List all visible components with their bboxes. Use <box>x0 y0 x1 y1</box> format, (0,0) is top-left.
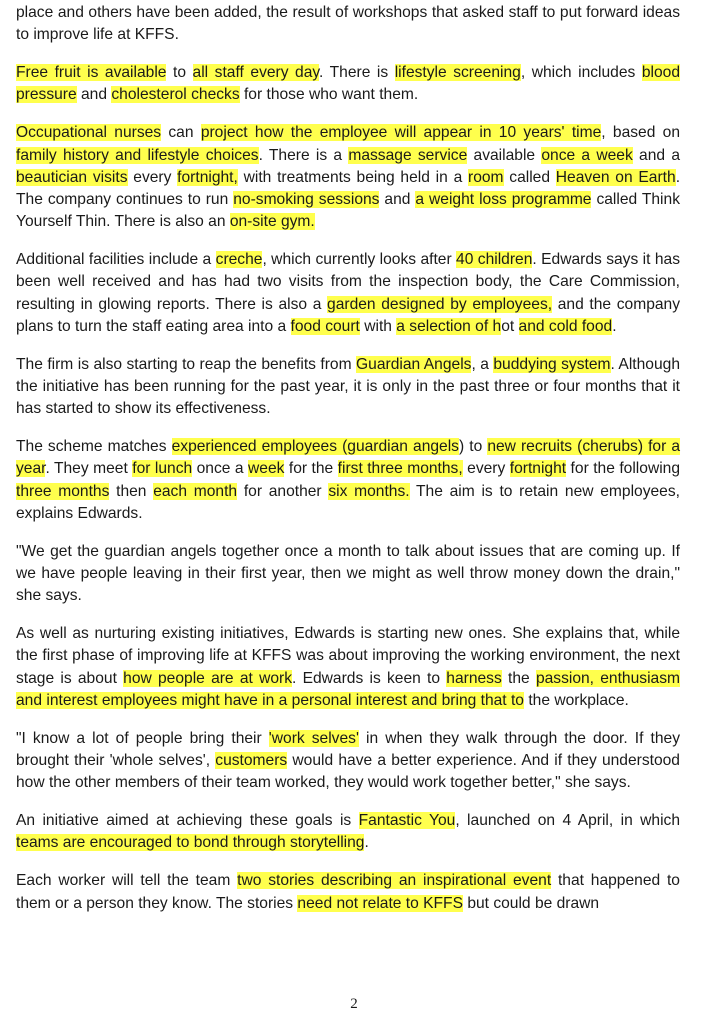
text-segment: . <box>364 834 369 852</box>
highlighted-text: fortnight, <box>177 168 238 186</box>
text-segment: and a <box>632 146 680 164</box>
highlighted-text: and cold food <box>518 317 613 335</box>
text-segment: but could be drawn <box>462 894 600 912</box>
text-segment: and <box>76 86 112 104</box>
text-segment: every <box>462 460 510 478</box>
text-segment: available <box>467 146 542 164</box>
text-segment: that happened to them or a person they know. The stories <box>16 872 680 912</box>
highlighted-text: six months. <box>328 482 410 500</box>
text-segment: and <box>379 191 416 209</box>
paragraph <box>16 62 680 106</box>
text-segment: The aim is to retain new employees, explains Edwards. <box>16 482 680 522</box>
paragraph <box>16 870 680 914</box>
text-segment: . They meet <box>45 460 133 478</box>
text-segment: An initiative aimed at achieving these goals is <box>16 812 359 830</box>
text-segment: and the company plans to turn the staff eating area into a <box>16 295 681 335</box>
text-segment: ) to <box>458 438 488 456</box>
text-segment: called <box>503 168 556 186</box>
highlighted-text: food court <box>290 317 360 335</box>
highlighted-text: first three months, <box>337 460 463 478</box>
text-segment: can <box>161 124 201 142</box>
highlighted-text: blood pressure <box>16 64 681 104</box>
text-segment: for those who want them. <box>239 86 419 104</box>
text-segment: the <box>501 669 536 687</box>
highlighted-text: creche <box>215 251 263 269</box>
highlighted-text: once a week <box>541 146 633 164</box>
text-segment: . There is a <box>258 146 349 164</box>
text-segment: , a <box>471 355 494 373</box>
highlighted-text: beautician visits <box>16 168 128 186</box>
text-segment: called Think Yourself Thin. There is also an <box>16 191 680 231</box>
text-segment: would have a better experience. And if they understood how the other members of their team worked, they would work together better," she says. <box>16 752 680 792</box>
highlighted-text: how people are at work <box>123 669 293 687</box>
highlighted-text: each month <box>153 482 238 500</box>
paragraph <box>16 249 680 338</box>
highlighted-text: family history and lifestyle choices <box>16 146 259 164</box>
text-segment: . Edwards is keen to <box>292 669 447 687</box>
paragraph <box>16 623 680 712</box>
text-segment: . The company continues to run <box>16 168 681 209</box>
highlighted-text: Fantastic You <box>358 812 456 830</box>
paragraph <box>16 728 680 795</box>
highlighted-text: Heaven on Earth <box>555 168 676 186</box>
highlighted-text: Guardian Angels <box>356 355 472 373</box>
text-segment: . Edwards says it has been well received and has had two visits from the inspection body, the Care Commission, resulting in glowing reports. There is also a <box>16 251 680 313</box>
text-segment: . <box>612 317 617 335</box>
highlighted-text: garden designed by employees, <box>327 295 553 313</box>
text-segment: "We get the guardian angels together once a month to talk about issues that are coming up. If we have people leaving in their first year, then we might as well throw money down the drain," she says. <box>16 542 680 605</box>
text-segment: the workplace. <box>523 691 629 709</box>
highlighted-text: for lunch <box>132 460 193 478</box>
text-segment: every <box>127 168 178 186</box>
highlighted-text: a weight loss programme <box>415 191 592 209</box>
text-segment: . Although the initiative has been running for the past year, it is only in the past three or four months that it has started to show its effectiveness. <box>16 355 680 418</box>
document-page <box>16 0 680 931</box>
highlighted-text: teams are encouraged to bond through storytelling <box>16 834 365 852</box>
paragraph <box>16 810 680 854</box>
highlighted-text: lifestyle screening <box>394 64 521 82</box>
text-segment: Additional facilities include a <box>16 251 216 269</box>
highlighted-text: Occupational nurses <box>16 124 162 142</box>
text-segment: The scheme matches <box>16 438 172 456</box>
text-segment: with <box>359 317 397 335</box>
text-segment: , which includes <box>520 64 642 82</box>
highlighted-text: 40 children <box>456 251 533 269</box>
highlighted-text: massage service <box>348 146 468 164</box>
highlighted-text: on-site gym. <box>229 213 315 231</box>
text-segment: . There is <box>319 64 395 82</box>
highlighted-text: room <box>468 168 504 186</box>
text-segment: The firm is also starting to reap the benefits from <box>16 355 357 373</box>
highlighted-text: no-smoking sessions <box>233 191 380 209</box>
paragraph <box>16 122 680 233</box>
text-segment: Each worker will tell the team <box>16 872 238 890</box>
page-number: 2 <box>350 996 358 1012</box>
paragraph <box>16 541 680 608</box>
text-segment: place and others have been added, the result of workshops that asked staff to put forward ideas to improve life at KFFS. <box>16 4 680 44</box>
text-segment: , which currently looks after <box>262 251 457 269</box>
text-segment: once a <box>192 460 249 478</box>
paragraph <box>16 354 680 421</box>
highlighted-text: need not relate to KFFS <box>297 894 463 912</box>
text-segment: As well as nurturing existing initiatives, Edwards is starting new ones. She explains that, while the first phase of improving life at KFFS was about improving the working environment, the next stage is about <box>16 625 680 687</box>
highlighted-text: 'work selves' <box>268 729 359 747</box>
text-segment: , launched on 4 April, in which <box>455 812 681 830</box>
text-segment: then <box>109 482 154 500</box>
paragraph <box>16 436 680 525</box>
text-segment: "I know a lot of people bring their <box>16 729 269 747</box>
highlighted-text: week <box>248 460 285 478</box>
highlighted-text: three months <box>16 482 110 500</box>
highlighted-text: cholesterol checks <box>111 86 240 104</box>
highlighted-text: Free fruit is available <box>16 64 167 82</box>
text-segment: for another <box>237 482 329 500</box>
highlighted-text: all staff every day <box>192 64 320 82</box>
text-segment: for the following <box>566 460 681 478</box>
text-segment: ot <box>501 317 519 335</box>
paragraph <box>16 2 680 46</box>
highlighted-text: experienced employees (guardian angels <box>171 438 459 456</box>
highlighted-text: fortnight <box>509 460 567 478</box>
text-segment: to <box>166 64 193 82</box>
text-segment: , based on <box>601 124 681 142</box>
highlighted-text: new recruits (cherubs) for a year <box>16 438 681 478</box>
text-segment: for the <box>284 460 338 478</box>
highlighted-text: a selection of h <box>396 317 502 335</box>
text-segment: with treatments being held in a <box>237 168 468 186</box>
highlighted-text: project how the employee will appear in 10 years' time <box>200 124 602 142</box>
highlighted-text: harness <box>446 669 502 687</box>
highlighted-text: passion, enthusiasm and interest employees might have in a personal interest and bring that to <box>16 669 680 709</box>
highlighted-text: customers <box>215 752 288 770</box>
highlighted-text: buddying system <box>493 355 611 373</box>
highlighted-text: two stories describing an inspirational event <box>237 872 552 890</box>
text-segment: in when they walk through the door. If they brought their 'whole selves', <box>16 729 680 770</box>
